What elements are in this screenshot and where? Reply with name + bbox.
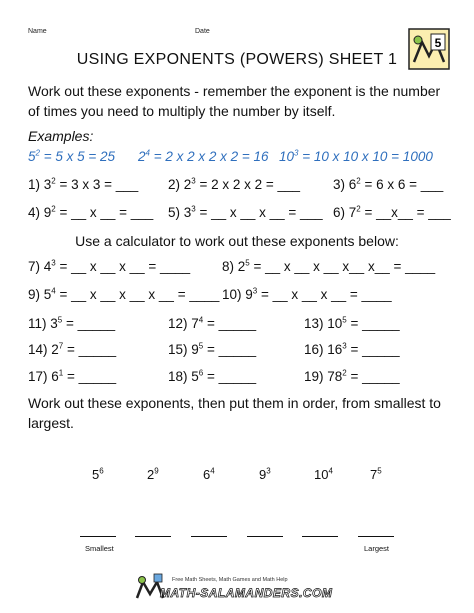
question-2: 2) $2^3 = 2$ x 2 x 2 = ___ [168, 176, 301, 192]
intro-text: Work out these exponents - remember the exponent is the number of times you need to multiply the number by itself. [28, 83, 441, 119]
order-blank-1[interactable] [80, 536, 116, 537]
question-13: 13) $10^5$ = _____ [304, 315, 400, 331]
order-blank-2[interactable] [135, 536, 171, 537]
question-16: 16) $16^3$ = _____ [304, 341, 400, 357]
question-4: 4) $9^2$ = __ x __ = ___ [28, 204, 154, 220]
example-3: $10^3 = 10$ x 10 x 10 = 1000 [279, 148, 433, 164]
question-12: 12) $7^4$ = _____ [168, 315, 257, 331]
question-3: 3) $6^2 = 6$ x 6 = ___ [333, 176, 444, 192]
example-1: $5^2 = 5$ x 5 = 25 [28, 148, 116, 164]
order-blank-5[interactable] [302, 536, 338, 537]
order-blank-6[interactable] [358, 536, 394, 537]
order-item-3: $6^4$ [203, 466, 215, 482]
order-item-6: $7^5$ [370, 466, 382, 482]
question-5: 5) $3^3$ = __ x __ x __ = ___ [168, 204, 323, 220]
footer-brand: MATH-SALAMANDERS.COM [160, 586, 333, 600]
calculator-heading: Use a calculator to work out these exponents below: [75, 233, 399, 249]
question-18: 18) $5^6$ = _____ [168, 368, 257, 384]
page-title: USING EXPONENTS (POWERS) SHEET 1 [76, 51, 398, 68]
examples-heading: Examples: [28, 128, 94, 144]
example-2: $2^4 = 2$ x 2 x 2 x 2 = 16 [138, 148, 269, 164]
question-8: 8) $2^5$ = __ x __ x __ x__ x__ = ____ [222, 258, 436, 274]
order-item-4: $9^3$ [259, 466, 271, 482]
order-item-2: $2^9$ [147, 466, 159, 482]
question-1: 1) $3^2 = 3$ x 3 = ___ [28, 176, 139, 192]
smallest-label: Smallest [85, 544, 114, 553]
question-15: 15) $9^5$ = _____ [168, 341, 257, 357]
question-7: 7) $4^3$ = __ x __ x __ = ____ [28, 258, 191, 274]
order-item-5: $10^4$ [314, 466, 333, 482]
question-11: 11) $3^5$ = _____ [28, 315, 116, 331]
question-6: 6) $7^2$ = __x__ = ___ [333, 204, 451, 220]
order-instructions: Work out these exponents, then put them in order, from smallest to largest. [28, 395, 441, 431]
order-blank-3[interactable] [191, 536, 227, 537]
question-19: 19) $78^2$ = _____ [304, 368, 400, 384]
order-blank-4[interactable] [247, 536, 283, 537]
footer-tagline: Free Math Sheets, Math Games and Math Help [172, 577, 288, 583]
question-14: 14) $2^7$ = _____ [28, 341, 117, 357]
logo-grade: 5 [434, 36, 442, 50]
question-17: 17) $6^1$ = _____ [28, 368, 117, 384]
name-label: Name [28, 28, 47, 35]
largest-label: Largest [364, 544, 390, 553]
order-item-1: $5^6$ [92, 466, 104, 482]
date-label: Date [195, 28, 210, 35]
question-10: 10) $9^3$ = __ x __ x __ = ____ [222, 286, 392, 302]
question-9: 9) $5^4$ = __ x __ x __ x __ = ____ [28, 286, 220, 302]
